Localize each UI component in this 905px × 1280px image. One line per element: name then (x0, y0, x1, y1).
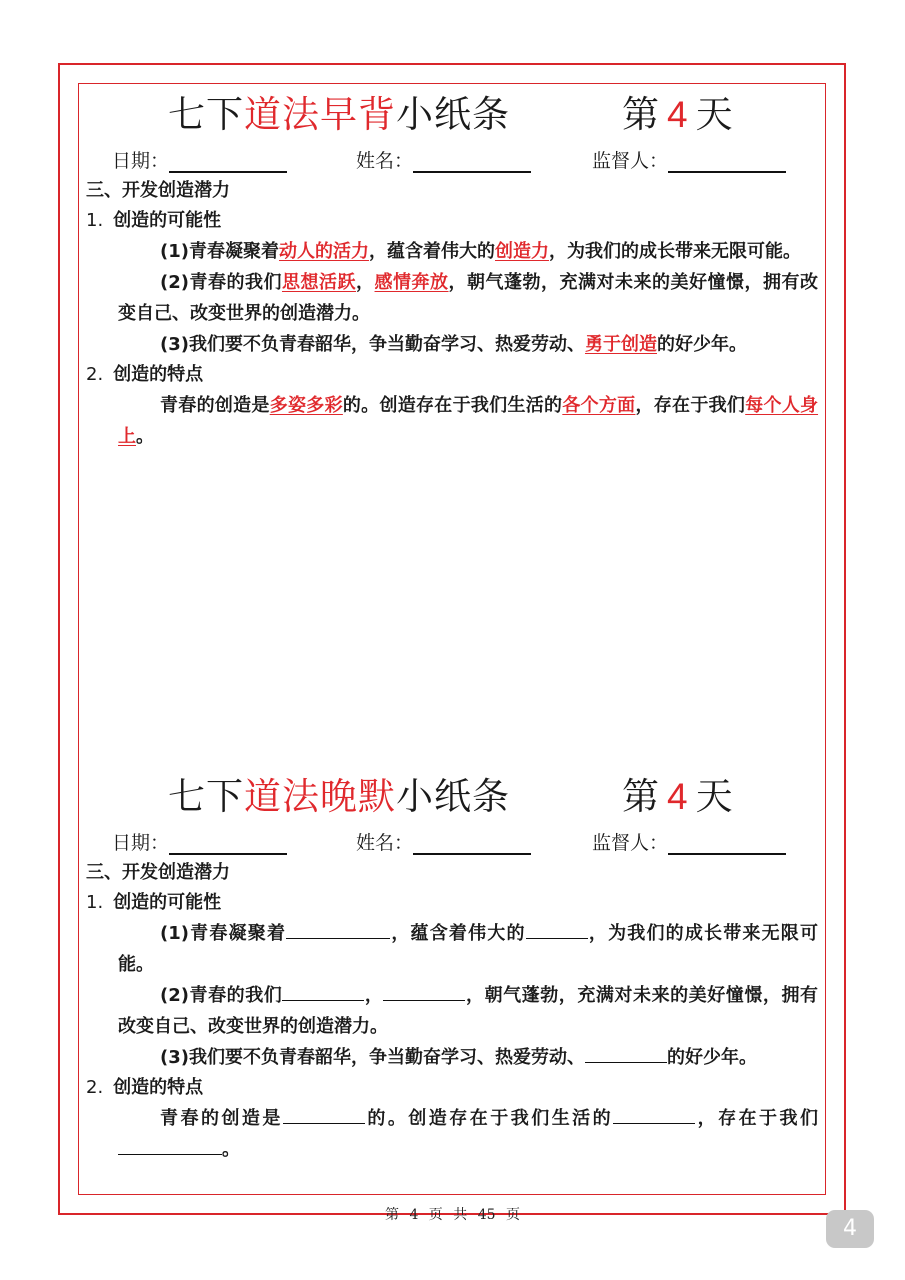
item-heading: 1. 创造的可能性 (86, 210, 222, 231)
morning-recite-section (82, 88, 822, 452)
highlight: 每个人身上 (118, 395, 819, 447)
fill-blank (282, 982, 364, 1001)
fill-blank (585, 1044, 667, 1063)
item-heading: 2. 创造的特点 (86, 364, 204, 385)
title-row (82, 770, 822, 824)
highlight: 勇于创造 (584, 334, 657, 355)
name-input-line (413, 835, 531, 855)
highlight: 动人的活力 (278, 241, 369, 262)
page-footer: 第 4 页 共 45 页 (385, 1207, 520, 1223)
paragraph: (2)青春的我们 ， ，朝气蓬勃，充满对未来的美好憧憬，拥有改变自己、改变世界的创造潜力。 (118, 980, 818, 1042)
date-field: 日期： (112, 828, 287, 855)
paragraph: 青春的创造是多姿多彩的。创造存在于我们生活的各个方面，存在于我们每个人身上。 (118, 395, 819, 447)
item-heading: 2. 创造的特点 (86, 1077, 204, 1098)
evening-dictation-section (82, 770, 822, 1165)
paragraph: 青春的创造是 的。创造存在于我们生活的 ，存在于我们。 (118, 1103, 818, 1165)
page-title: 七下道法早背小纸条 (168, 93, 510, 136)
fill-blank (283, 1105, 365, 1124)
paragraph: (1)青春凝聚着动人的活力，蕴含着伟大的创造力，为我们的成长带来无限可能。 (160, 241, 801, 262)
page-number-badge: 4 (826, 1210, 874, 1248)
highlight: 感情奔放 (374, 272, 449, 293)
highlight: 多姿多彩 (269, 395, 343, 416)
paragraph: (2)青春的我们思想活跃，感情奔放，朝气蓬勃，充满对未来的美好憧憬，拥有改变自己、改变世界的创造潜力。 (118, 272, 819, 324)
supervisor-input-line (668, 153, 786, 173)
section-heading: 三、开发创造潜力 (86, 180, 230, 201)
item-heading: 1. 创造的可能性 (86, 892, 222, 913)
paragraph: (1)青春凝聚着 ，蕴含着伟大的 ，为我们的成长带来无限可能。 (118, 918, 818, 980)
supervisor-field: 监督人： (592, 828, 786, 855)
name-field: 姓名： (356, 146, 531, 173)
date-input-line (169, 835, 287, 855)
date-input-line (169, 153, 287, 173)
paragraph: (3)我们要不负青春韶华，争当勤奋学习、热爱劳动、 的好少年。 (118, 1042, 818, 1073)
title-row (82, 88, 822, 142)
day-label: 第 4 天 (622, 93, 735, 136)
supervisor-field: 监督人： (592, 146, 786, 173)
fill-blank (118, 1136, 222, 1155)
section-heading: 三、开发创造潜力 (86, 862, 230, 883)
page-title: 七下道法晚默小纸条 (168, 775, 510, 818)
highlight: 各个方面 (562, 395, 636, 416)
highlight: 思想活跃 (281, 272, 356, 293)
fill-blank (383, 982, 465, 1001)
name-input-line (413, 153, 531, 173)
fill-blank (526, 920, 588, 939)
info-fields (82, 142, 822, 176)
day-label: 第 4 天 (622, 775, 735, 818)
info-fields (82, 824, 822, 858)
fill-blank (286, 920, 390, 939)
date-field: 日期： (112, 146, 287, 173)
name-field: 姓名： (356, 828, 531, 855)
paragraph: (3)我们要不负青春韶华，争当勤奋学习、热爱劳动、勇于创造的好少年。 (160, 334, 747, 355)
supervisor-input-line (668, 835, 786, 855)
fill-blank (613, 1105, 695, 1124)
highlight: 创造力 (494, 241, 549, 262)
